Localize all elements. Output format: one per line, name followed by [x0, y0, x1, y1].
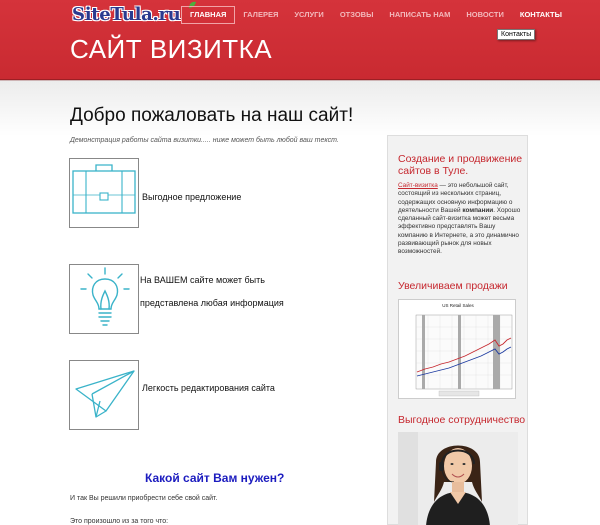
feature-text-info-line2: представлена любая информация	[140, 298, 284, 308]
nav-item-reviews[interactable]: ОТЗОВЫ	[339, 10, 374, 19]
briefcase-icon	[70, 159, 140, 229]
page-title: Добро пожаловать на наш сайт!	[70, 105, 354, 126]
sidebar-title-creation-line2: сайтов в Туле.	[398, 165, 469, 177]
lightbulb-icon	[70, 265, 140, 335]
nav-item-write-us[interactable]: НАПИСАТЬ НАМ	[389, 10, 451, 19]
question-heading: Какой сайт Вам нужен?	[145, 471, 285, 485]
logo[interactable]	[72, 4, 180, 28]
sidebar	[387, 135, 528, 525]
feature-icon-box-editing	[69, 360, 139, 430]
nav-item-gallery[interactable]: ГАЛЕРЕЯ	[243, 10, 279, 19]
sidebar-title-creation	[398, 153, 522, 177]
sidebar-text-part1: — это небольшой сайт, состоящий из нескольких страниц, содержащих основную информацию о деятельности Вашей	[398, 182, 513, 214]
paper-plane-icon	[70, 361, 140, 431]
feature-icon-box-offer	[69, 158, 139, 228]
nav-item-news[interactable]: НОВОСТИ	[466, 10, 504, 19]
sales-chart-title: US Retail Sales	[442, 303, 474, 308]
paragraph-1: И так Вы решили приобрести себе свой сайт.	[70, 495, 218, 502]
nav-item-contacts[interactable]: КОНТАКТЫ	[519, 10, 562, 19]
sidebar-text-bold: компании	[462, 206, 494, 214]
sidebar-text-part2: . Хорошо сделанный сайт-визитка может весьма эффективно представлять Вашу компанию в Интернете, а это динамично развивающий рынок для новых возможностей.	[398, 206, 521, 256]
paragraph-2: Это произошло из за того что:	[70, 518, 169, 525]
sidebar-title-cooperation: Выгодное сотрудничество	[398, 414, 526, 426]
nav-tooltip: Контакты	[497, 29, 535, 40]
sidebar-description	[398, 182, 523, 257]
intro-text: Демонстрация работы сайта визитки..... ниже может быть любой ваш текст.	[70, 137, 339, 144]
sales-chart-graphic	[399, 300, 517, 400]
sidebar-title-sales: Увеличиваем продажи	[398, 280, 508, 292]
sales-chart-image	[398, 299, 516, 399]
feature-text-editing: Легкость редактирования сайта	[142, 383, 275, 393]
nav-item-services[interactable]: УСЛУГИ	[294, 10, 324, 19]
sidebar-link-business-card[interactable]: Сайт-визитка	[398, 182, 438, 189]
main-nav	[181, 6, 570, 24]
operator-photo-graphic	[398, 432, 518, 525]
feature-icon-box-info	[69, 264, 139, 334]
feature-text-info-line1: На ВАШЕМ сайте может быть	[140, 275, 265, 285]
logo-text: SiteTula.ru	[72, 4, 181, 25]
site-title: САЙТ ВИЗИТКА	[70, 34, 273, 64]
sidebar-title-creation-line1: Создание и продвижение	[398, 153, 523, 165]
header	[0, 0, 600, 80]
operator-photo	[398, 432, 518, 525]
nav-item-home[interactable]: ГЛАВНАЯ	[181, 6, 235, 24]
feature-text-offer: Выгодное предложение	[142, 192, 242, 202]
